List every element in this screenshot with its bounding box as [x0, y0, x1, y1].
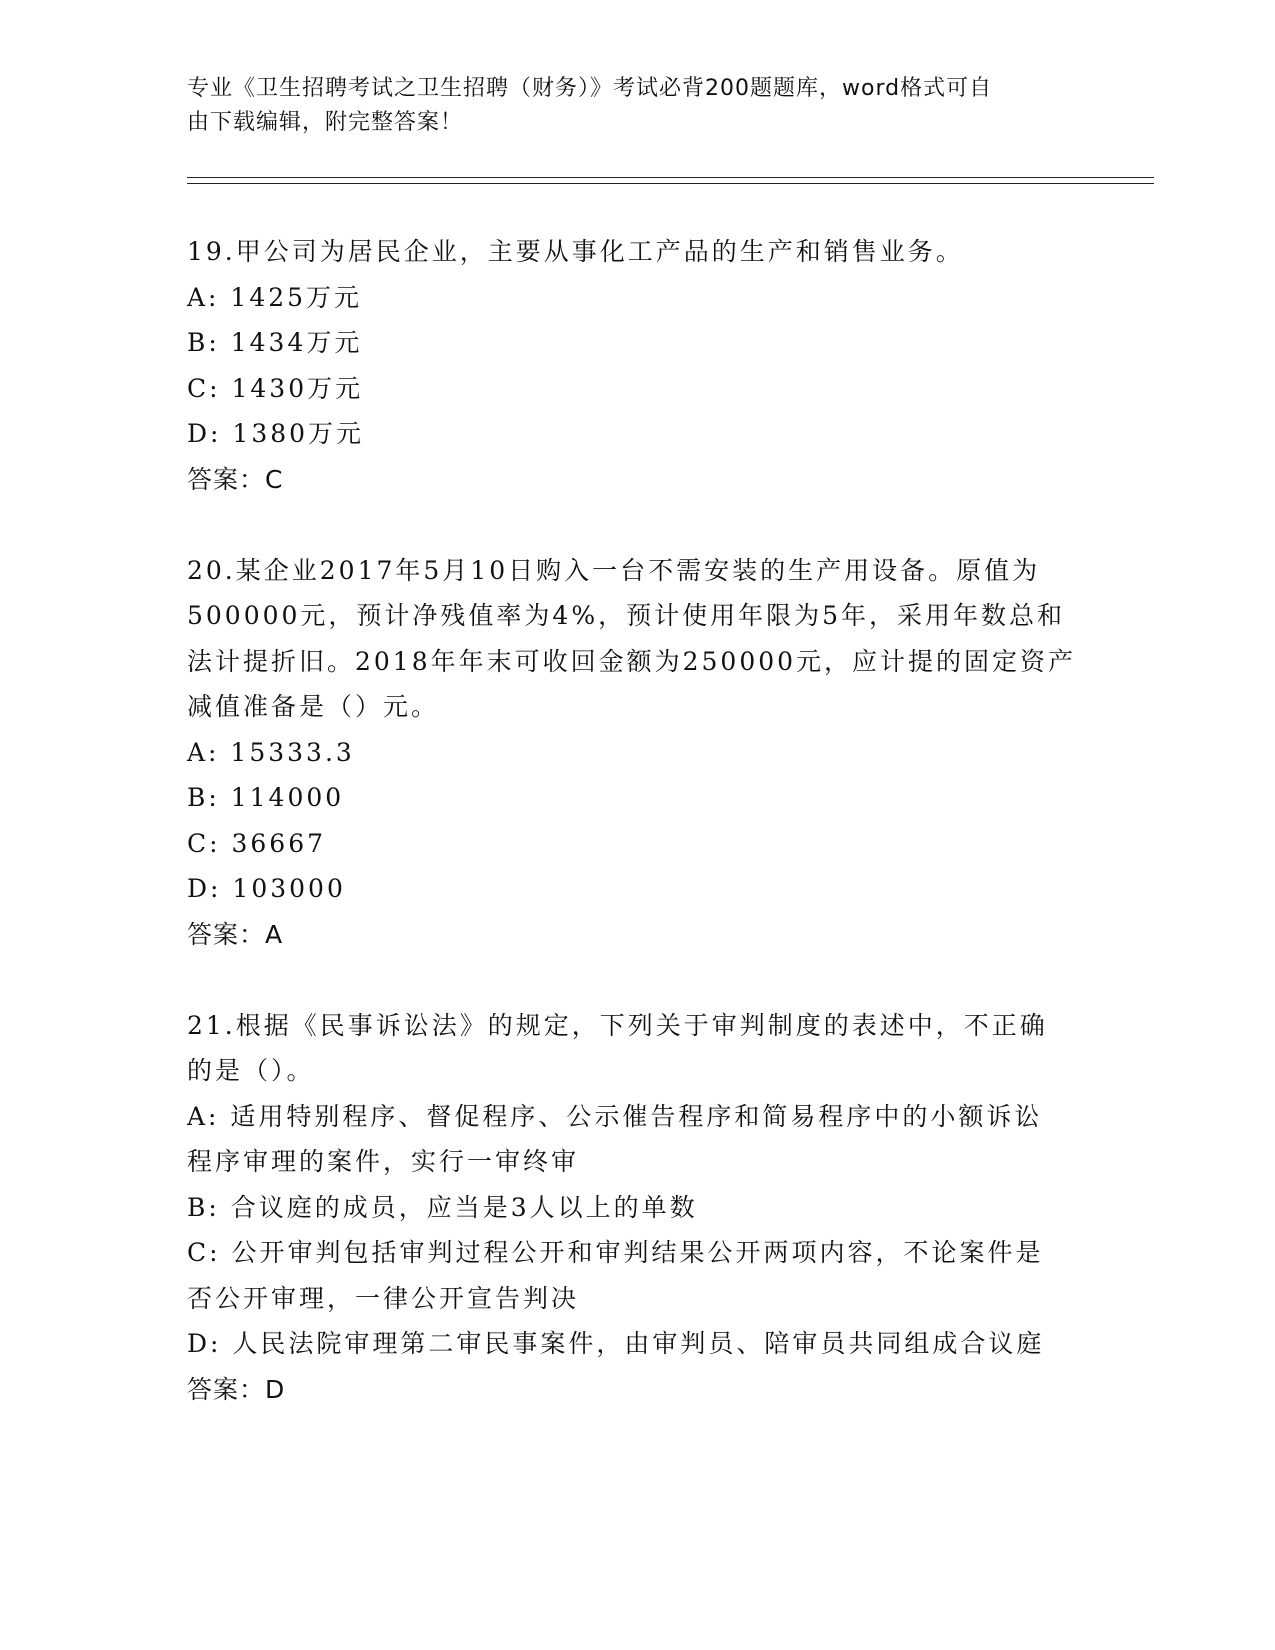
question-19: [187, 229, 1087, 502]
question-stem: 19.甲公司为居民企业，主要从事化工产品的生产和销售业务。: [187, 237, 964, 266]
option-b: B: 114000: [187, 783, 345, 812]
option-d: D: 103000: [187, 874, 346, 903]
header-divider-top: [187, 177, 1154, 178]
option-d: D: 1380万元: [187, 419, 365, 448]
option-d: D: 人民法院审理第二审民事案件，由审判员、陪审员共同组成合议庭: [187, 1329, 1045, 1358]
option-c: C: 36667: [187, 828, 327, 858]
question-list: [187, 229, 1087, 1412]
option-a: A: 适用特别程序、督促程序、公示催告程序和简易程序中的小额诉讼 程序审理的案件，实行一审终审: [187, 1101, 1043, 1176]
question-stem: 20.某企业2017年5月10日购入一台不需安装的生产用设备。原值为 500000元，预计净残值率为4%，预计使用年限为5年，采用年数总和 法计提折旧。2018年年末可收回金额为250000元，应计提的固定资产 减值准备是（）元。: [187, 555, 1077, 721]
question-21: [187, 1003, 1087, 1413]
answer: 答案：C: [187, 464, 284, 494]
question-20: [187, 548, 1087, 958]
option-c: C: 1430万元: [187, 373, 364, 403]
answer: 答案：D: [187, 1374, 286, 1404]
document-header: 专业《卫生招聘考试之卫生招聘（财务）》考试必背200题题库，word格式可自 由下载编辑，附完整答案！: [187, 76, 993, 135]
option-b: B: 合议庭的成员，应当是3人以上的单数: [187, 1192, 698, 1222]
option-b: B: 1434万元: [187, 328, 363, 357]
option-c: C: 公开审判包括审判过程公开和审判结果公开两项内容，不论案件是 否公开审理，一律公开宣告判决: [187, 1238, 1044, 1313]
question-stem: 21.根据《民事诉讼法》的规定，下列关于审判制度的表述中，不正确 的是（）。: [187, 1010, 1048, 1085]
option-a: A: 1425万元: [187, 282, 363, 312]
header-divider-bottom: [187, 183, 1154, 184]
option-a: A: 15333.3: [187, 737, 355, 767]
answer: 答案：A: [187, 919, 284, 949]
